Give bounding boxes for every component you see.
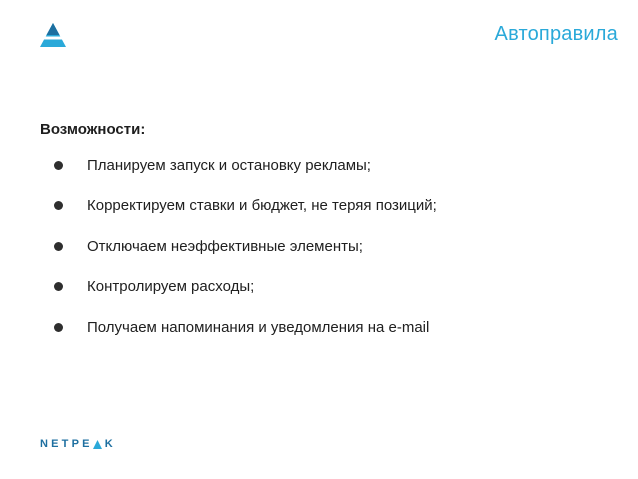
features-heading: Возможности: [40,121,146,138]
list-item [54,157,437,173]
list-item [54,279,437,295]
features-list [54,157,437,360]
wordmark-triangle-icon [93,440,102,449]
netpeak-logo-icon [40,23,66,47]
wordmark-text-part1: NETPE [40,438,93,450]
list-item [54,319,437,335]
bullet-icon [54,282,63,291]
list-item [54,238,437,254]
bullet-icon [54,323,63,332]
bullet-icon [54,201,63,210]
list-item-label: Отключаем неэффективные элементы; [87,237,363,255]
list-item-label: Корректируем ставки и бюджет, не теряя позиций; [87,197,437,214]
netpeak-wordmark [40,437,116,451]
wordmark-text-part2: K [104,438,116,450]
list-item-label: Планируем запуск и остановку рекламы; [87,156,371,174]
list-item-label: Получаем напоминания и уведомления на e-mail [87,318,430,336]
bullet-icon [54,161,63,170]
slide-title: Автоправила [494,23,618,45]
list-item-label: Контролируем расходы; [87,278,255,295]
list-item [54,198,437,214]
bullet-icon [54,242,63,251]
